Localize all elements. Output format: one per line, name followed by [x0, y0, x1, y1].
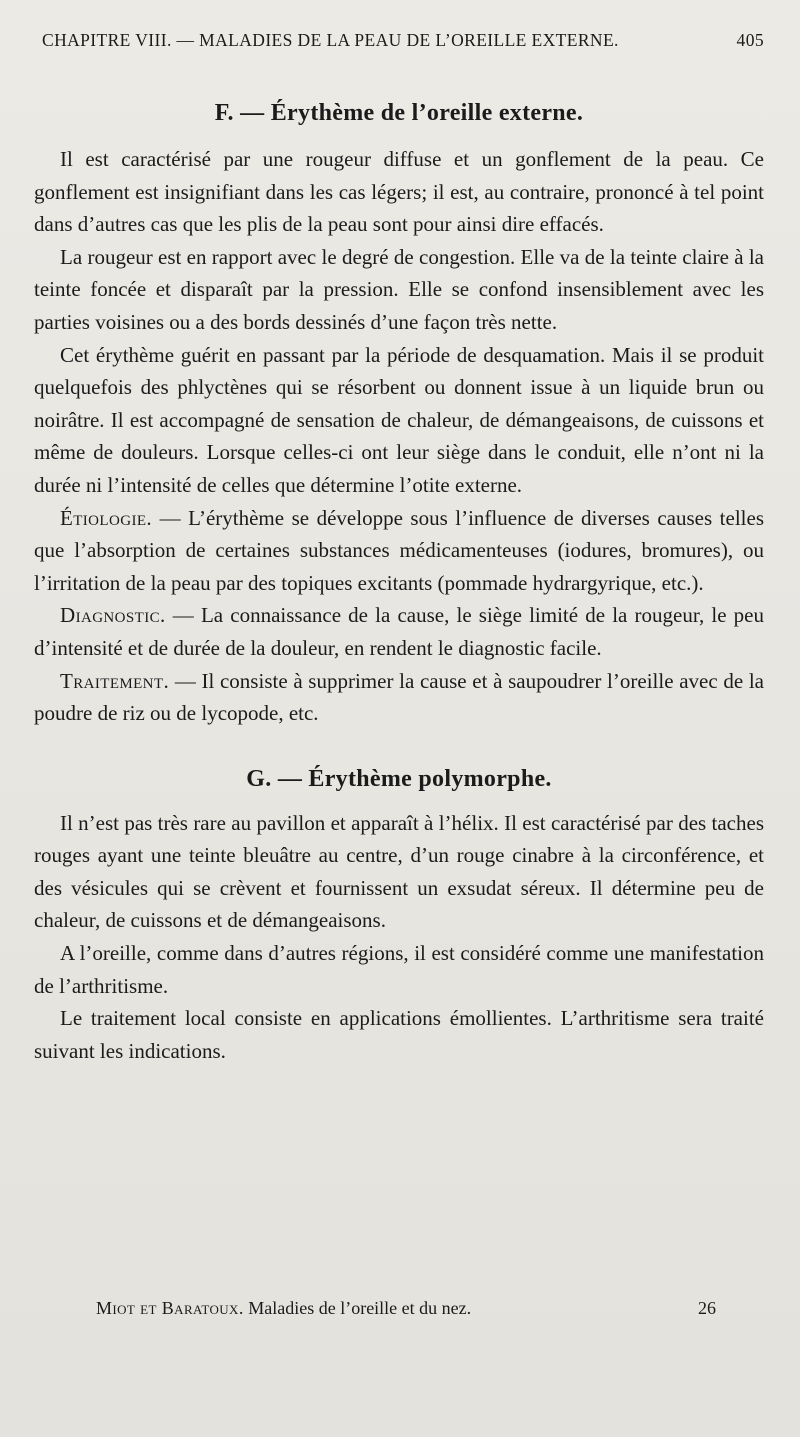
footer-citation	[96, 1298, 471, 1319]
diagnostic-paragraph	[34, 599, 764, 664]
section-f-paragraph-3: Cet érythème guérit en passant par la période de desquamation. Mais il se produit quelquefois des phlyctènes qui se résorbent ou donnent issue à un liquide brun ou noirâtre. Il est accompagné de sensation de chaleur, de démangeaisons, de cuissons et même de douleurs. Lorsque celles-ci ont leur siège dans le conduit, elle n’ont ni la durée ni l’intensité de celles que détermine l’otite externe.	[34, 342, 764, 497]
etiologie-label: Étiologie.	[60, 505, 153, 530]
diagnostic-label: Diagnostic.	[60, 603, 166, 628]
traitement-text: — Il consiste à supprimer la cause et à saupoudrer l’oreille avec de la poudre de riz ou de lycopode, etc.	[34, 668, 764, 726]
traitement-label: Traitement.	[60, 668, 170, 693]
footer-book-title: Maladies de l’oreille et du nez.	[243, 1298, 472, 1318]
section-g-paragraph-1: Il n’est pas très rare au pavillon et apparaît à l’hélix. Il est caractérisé par des taches rouges ayant une teinte bleuâtre au centre, d’un rouge cinabre à la circonférence, et des vésicules qui se crèvent et fournissent un exsudat séreux. Il détermine peu de chaleur, de cuissons et de démangeaisons.	[34, 810, 764, 933]
diagnostic-text: — La connaissance de la cause, le siège limité de la rougeur, le peu d’intensité et de durée de la douleur, en rendent le diagnostic facile.	[34, 603, 764, 660]
etiologie-text: — L’érythème se développe sous l’influence de diverses causes telles que l’absorption de certaines substances médicamenteuses (iodures, bromures), ou l’irritation de la peau par des topiques excitants (pommade hydrargyrique, etc.).	[34, 505, 764, 595]
chapter-heading: CHAPITRE VIII. — MALADIES DE LA PEAU DE L’OREILLE EXTERNE.	[42, 30, 619, 50]
section-g-paragraph-2: A l’oreille, comme dans d’autres régions, il est considéré comme une manifestation de l’arthritisme.	[34, 941, 764, 998]
page-footer	[96, 1298, 716, 1319]
signature-mark: 26	[698, 1298, 716, 1318]
running-head	[42, 30, 764, 60]
section-f-title: F. — Érythème de l’oreille externe.	[214, 100, 584, 126]
page-number: 405	[736, 30, 764, 50]
traitement-paragraph	[34, 665, 764, 730]
etiologie-paragraph	[34, 502, 764, 600]
section-f-paragraph-1: Il est caractérisé par une rougeur diffuse et un gonflement de la peau. Ce gonflement est insignifiant dans les cas légers; il est, au contraire, prononcé à tel point dans d’autres cas que les plis de la peau sont pour ainsi dire effacés.	[34, 147, 764, 237]
section-f-paragraph-2: La rougeur est en rapport avec le degré de congestion. Elle va de la teinte claire à la teinte foncée et disparaît par la pression. Elle se confond insensiblement avec les parties voisines ou a des bords dessinés d’une façon très nette.	[34, 244, 764, 334]
section-g-title: G. — Érythème polymorphe.	[246, 765, 552, 792]
section-g-paragraph-3: Le traitement local consiste en applications émollientes. L’arthritisme sera traité suivant les indications.	[34, 1006, 764, 1063]
footer-authors: Miot et Baratoux.	[96, 1298, 244, 1318]
